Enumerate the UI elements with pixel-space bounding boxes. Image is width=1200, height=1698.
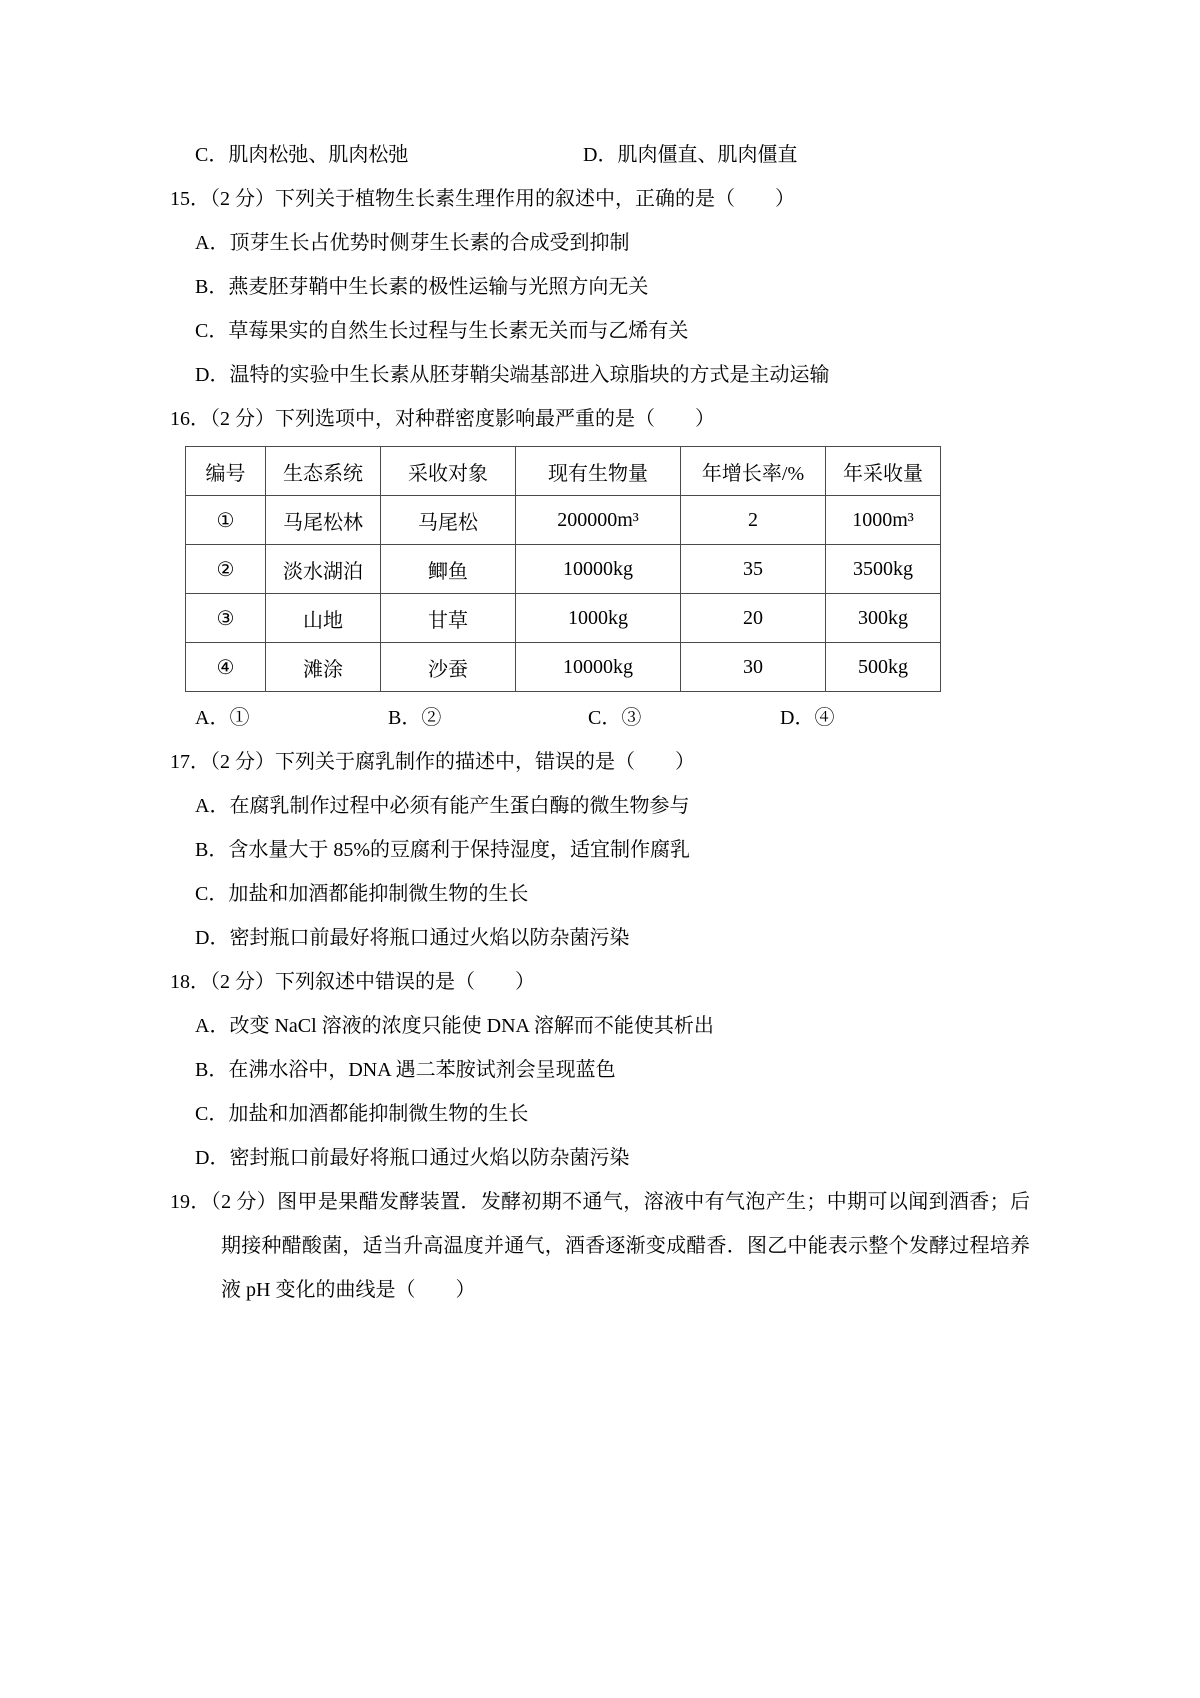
question-17-option-c: C．加盐和加酒都能抑制微生物的生长	[195, 883, 529, 905]
table-cell: 500kg	[826, 643, 941, 692]
table-row	[186, 594, 941, 643]
question-17	[170, 740, 1030, 960]
question-15-option-c: C．草莓果实的自然生长过程与生长素无关而与乙烯有关	[195, 320, 689, 342]
question-19	[170, 1180, 1030, 1312]
question-19-stem: 19．（2 分）图甲是果醋发酵装置．发酵初期不通气，溶液中有气泡产生；中期可以闻到酒香；后期接种醋酸菌，适当升高温度并通气，酒香逐渐变成醋香．图乙中能表示整个发酵过程培养液 pH 变化的曲线是（ ）	[170, 1191, 1030, 1301]
question-18-stem: 18．（2 分）下列叙述中错误的是（ ）	[170, 971, 535, 993]
table-header-cell: 编号	[186, 447, 266, 496]
table-cell: ④	[186, 643, 266, 692]
table-cell: 1000kg	[516, 594, 681, 643]
table-header-cell: 生态系统	[266, 447, 381, 496]
table-cell: 鲫鱼	[381, 545, 516, 594]
table-cell: 马尾松林	[266, 496, 381, 545]
table-cell: 滩涂	[266, 643, 381, 692]
table-cell: 35	[681, 545, 826, 594]
table-cell: 山地	[266, 594, 381, 643]
question-16-table	[185, 446, 941, 692]
question-14-option-c: C．肌肉松弛、肌肉松弛	[195, 144, 409, 166]
table-header-cell: 年采收量	[826, 447, 941, 496]
question-17-option-a: A．在腐乳制作过程中必须有能产生蛋白酶的微生物参与	[195, 795, 690, 817]
table-header-cell: 年增长率/%	[681, 447, 826, 496]
table-cell: ③	[186, 594, 266, 643]
table-cell: 淡水湖泊	[266, 545, 381, 594]
table-cell: 2	[681, 496, 826, 545]
question-17-option-b: B．含水量大于 85%的豆腐利于保持湿度，适宜制作腐乳	[195, 839, 690, 861]
table-cell: 沙蚕	[381, 643, 516, 692]
table-cell: ①	[186, 496, 266, 545]
question-16	[170, 397, 1030, 740]
question-15-stem: 15．（2 分）下列关于植物生长素生理作用的叙述中，正确的是（ ）	[170, 188, 795, 210]
table-header-cell: 现有生物量	[516, 447, 681, 496]
table-header-cell: 采收对象	[381, 447, 516, 496]
table-row	[186, 545, 941, 594]
question-16-stem: 16．（2 分）下列选项中，对种群密度影响最严重的是（ ）	[170, 408, 715, 430]
table-cell: ②	[186, 545, 266, 594]
question-18-option-d: D．密封瓶口前最好将瓶口通过火焰以防杂菌污染	[195, 1147, 630, 1169]
question-17-stem: 17．（2 分）下列关于腐乳制作的描述中，错误的是（ ）	[170, 751, 695, 773]
table-cell: 3500kg	[826, 545, 941, 594]
table-row	[186, 643, 941, 692]
table-cell: 甘草	[381, 594, 516, 643]
table-cell: 20	[681, 594, 826, 643]
question-18	[170, 960, 1030, 1180]
table-cell: 1000m³	[826, 496, 941, 545]
question-14-options-row	[170, 133, 1030, 177]
question-15-option-a: A．顶芽生长占优势时侧芽生长素的合成受到抑制	[195, 232, 630, 254]
table-cell: 10000kg	[516, 643, 681, 692]
question-15	[170, 177, 1030, 397]
table-header-row	[186, 447, 941, 496]
table-cell: 马尾松	[381, 496, 516, 545]
question-15-option-b: B．燕麦胚芽鞘中生长素的极性运输与光照方向无关	[195, 276, 649, 298]
question-16-option-b: B．②	[388, 707, 442, 729]
question-17-option-d: D．密封瓶口前最好将瓶口通过火焰以防杂菌污染	[195, 927, 630, 949]
question-16-option-d: D．④	[780, 707, 835, 729]
question-16-option-c: C．③	[588, 707, 642, 729]
table-cell: 10000kg	[516, 545, 681, 594]
question-14-option-d: D．肌肉僵直、肌肉僵直	[583, 144, 798, 166]
question-18-option-a: A．改变 NaCl 溶液的浓度只能使 DNA 溶解而不能使其析出	[195, 1015, 714, 1037]
table-cell: 200000m³	[516, 496, 681, 545]
question-16-answer-row	[170, 696, 1030, 740]
table-row	[186, 496, 941, 545]
question-15-option-d: D．温特的实验中生长素从胚芽鞘尖端基部进入琼脂块的方式是主动运输	[195, 364, 830, 386]
question-18-option-c: C．加盐和加酒都能抑制微生物的生长	[195, 1103, 529, 1125]
table-cell: 30	[681, 643, 826, 692]
question-16-option-a: A．①	[195, 707, 250, 729]
question-18-option-b: B．在沸水浴中，DNA 遇二苯胺试剂会呈现蓝色	[195, 1059, 616, 1081]
table-cell: 300kg	[826, 594, 941, 643]
